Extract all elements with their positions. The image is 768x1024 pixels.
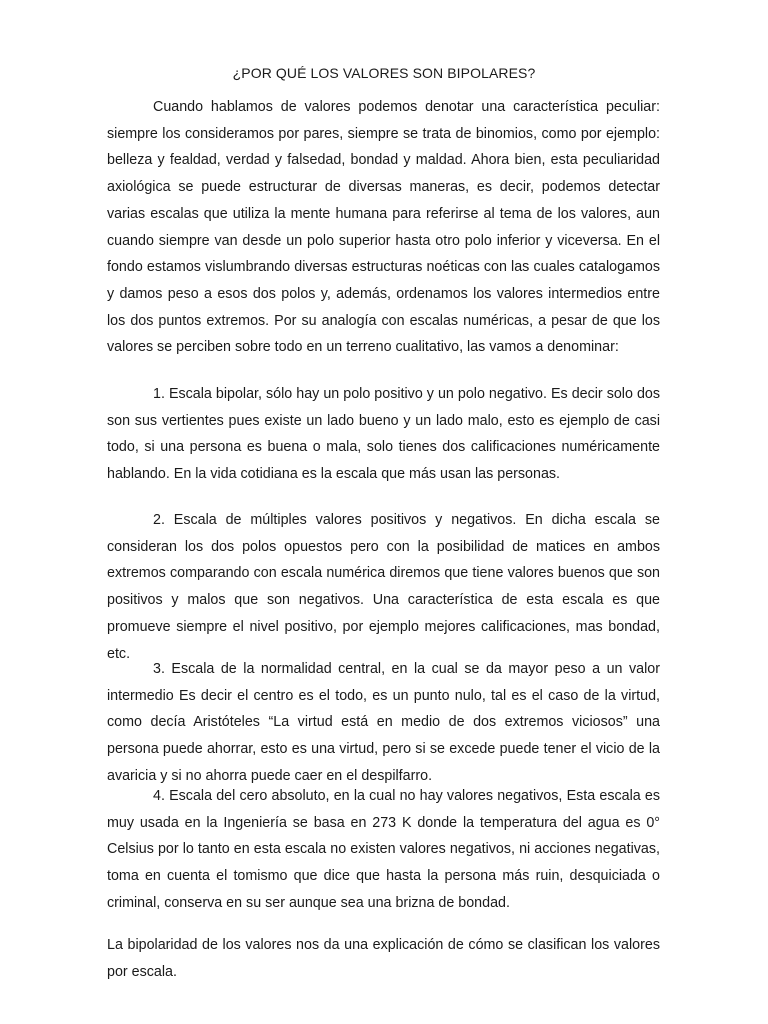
conclusion-paragraph: La bipolaridad de los valores nos da una explicación de cómo se clasifican los valores por escala. xyxy=(107,937,660,980)
scale-item-absolute-zero: 4. Escala del cero absoluto, en la cual no hay valores negativos, Esta escala es muy usada en la Ingeniería se basa en 273 K donde la temperatura del agua es 0° Celsius por lo tanto en esta escala no existen valores negativos, ni acciones negativas, toma en cuenta el tomismo que dice que hasta la persona más ruin, desquiciada o criminal, conserva en su ser aunque sea una brizna de bondad. xyxy=(107,788,660,911)
scale-item-central-normality: 3. Escala de la normalidad central, en la cual se da mayor peso a un valor intermedio Es decir el centro es el todo, es un punto nulo, tal es el caso de la virtud, como decía Aristóteles “La virtud está en medio de dos extremos viciosos” una persona puede ahorrar, esto es una virtud, pero si se excede puede tener el vicio de la avaricia y si no ahorra puede caer en el despilfarro. xyxy=(107,661,660,784)
document-title: ¿POR QUÉ LOS VALORES SON BIPOLARES? xyxy=(232,65,536,81)
scale-item-bipolar: 1. Escala bipolar, sólo hay un polo positivo y un polo negativo. Es decir solo dos son sus vertientes pues existe un lado bueno y un lado malo, esto es ejemplo de casi todo, si una persona es buena o mala, solo tienes dos calificaciones numéricamente hablando. En la vida cotidiana es la escala que más usan las personas. xyxy=(107,386,660,483)
intro-paragraph: Cuando hablamos de valores podemos denotar una característica peculiar: siempre los consideramos por pares, siempre se trata de binomios, como por ejemplo: belleza y fealdad, verdad y falsedad, bondad y maldad. Ahora bien, esta peculiaridad axiológica se puede estructurar de diversas maneras, es decir, podemos detectar varias escalas que utiliza la mente humana para referirse al tema de los valores, aun cuando siempre van desde un polo superior hasta otro polo inferior y viceversa. En el fondo estamos vislumbrando diversas estructuras noéticas con las cuales catalogamos y damos peso a esos dos polos y, además, ordenamos los valores intermedios entre los dos puntos extremos. Por su analogía con escalas numéricas, a pesar de que los valores se perciben sobre todo en un terreno cualitativo, las vamos a denominar: xyxy=(107,99,660,356)
scale-item-multiple-values: 2. Escala de múltiples valores positivos y negativos. En dicha escala se consideran los dos polos opuestos pero con la posibilidad de matices en ambos extremos comparando con escala numérica diremos que tiene valores buenos que son positivos y malos que son negativos. Una característica de esta escala es que promueve siempre el nivel positivo, por ejemplo mejores calificaciones, mas bondad, etc. xyxy=(107,512,660,662)
